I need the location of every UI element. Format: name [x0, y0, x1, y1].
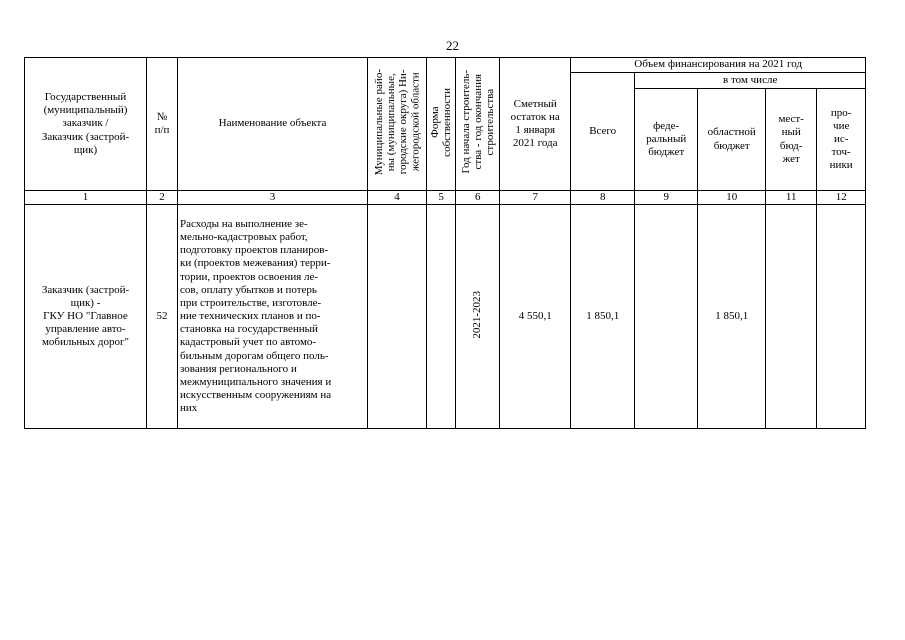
column-number: 7 [500, 191, 571, 205]
header-total: Всего [571, 73, 635, 191]
header-years-cell [456, 58, 500, 191]
header-financing-group: Объем финансирования на 2021 год [571, 58, 866, 73]
header-local: мест- ный бюд- жет [766, 89, 817, 191]
column-number-row [25, 191, 866, 205]
header-including: в том числе [635, 73, 866, 89]
header-ownership-cell [427, 58, 456, 191]
row-municipality [368, 205, 427, 429]
header-ownership: Форма собственности [429, 87, 454, 157]
header-years: Год начала строитель- ства - год окончания строительства [459, 70, 496, 174]
header-estimated-balance: Сметный остаток на 1 января 2021 года [500, 58, 571, 191]
row-federal [635, 205, 698, 429]
row-total: 1 850,1 [571, 205, 635, 429]
header-municipality-cell [368, 58, 427, 191]
page-number: 22 [446, 38, 459, 53]
column-number: 2 [147, 191, 178, 205]
header-federal: феде- ральный бюджет [635, 89, 698, 191]
column-number: 5 [427, 191, 456, 205]
row-ownership [427, 205, 456, 429]
row-number: 52 [147, 205, 178, 429]
column-number: 10 [698, 191, 766, 205]
header-other: про- чие ис- точ- ники [817, 89, 866, 191]
header-row-1 [25, 58, 866, 73]
header-customer: Государственный (муниципальный) заказчик / Заказчик (застрой- щик) [25, 58, 147, 191]
row-object-name: Расходы на выполнение зе- мельно-кадастровых работ, подготовку проектов планиров- ки (проектов межевания) терри- тории, проектов освоения ле- сов, оплату убытков и потерь при строительстве, изготовле- ние технических планов и по- становка на государственный кадастровый учет по автомо- бильным дорогам общего поль- зования регионального и межмуниципального значения и искусственным сооружениям на них [178, 205, 368, 429]
table-row [25, 205, 866, 429]
header-regional: областной бюджет [698, 89, 766, 191]
column-number: 1 [25, 191, 147, 205]
row-other [817, 205, 866, 429]
column-number: 11 [766, 191, 817, 205]
header-object-name: Наименование объекта [178, 58, 368, 191]
column-number: 3 [178, 191, 368, 205]
column-number: 8 [571, 191, 635, 205]
row-estimated-balance: 4 550,1 [500, 205, 571, 429]
header-municipality: Муниципальные райо- ны (муниципальные, городские округа) Ни- жегородской области [372, 68, 422, 176]
row-local [766, 205, 817, 429]
row-years-cell [456, 205, 500, 429]
column-number: 9 [635, 191, 698, 205]
financing-table [24, 57, 866, 429]
column-number: 6 [456, 191, 500, 205]
header-number: № п/п [147, 58, 178, 191]
row-years: 2021-2023 [471, 290, 484, 339]
row-customer: Заказчик (застрой- щик) - ГКУ НО "Главное управление авто- мобильных дорог" [25, 205, 147, 429]
row-regional: 1 850,1 [698, 205, 766, 429]
column-number: 4 [368, 191, 427, 205]
column-number: 12 [817, 191, 866, 205]
